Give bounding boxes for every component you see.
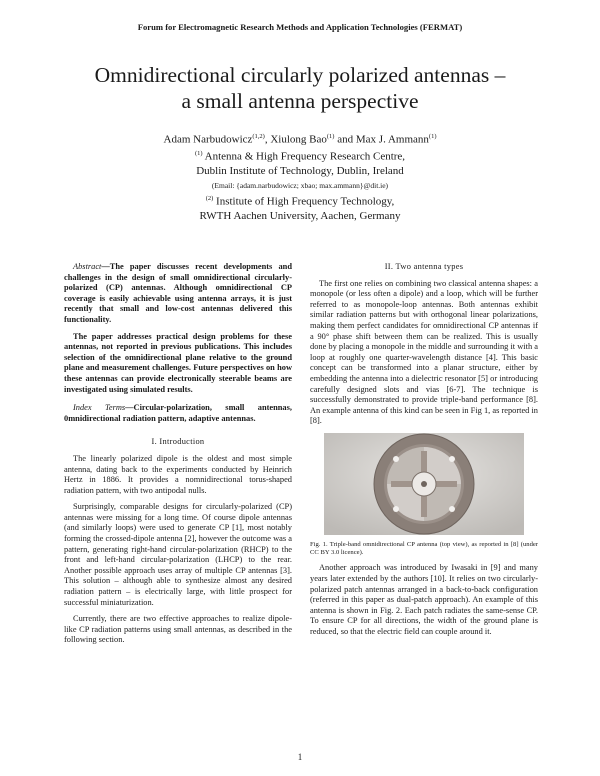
author-block [60, 130, 540, 223]
right-column [310, 262, 538, 643]
abstract-text-1: —The paper discusses recent developments and challenges in the design of small omnidirectional circularly-polarized (CP) antennas. Although omnidirectional CP coverage is easily achievable using antenna arrays, it is just recently that small and low-cost antennas delivered this functionality. [64, 262, 292, 324]
left-column [64, 262, 292, 652]
abstract-label: Abstract [73, 262, 102, 271]
intro-paragraph-3: Currently, there are two effective approaches to realize dipole-like CP radiation patterns using small antennas, as described in the following section. [64, 614, 292, 645]
title-line-2: a small antenna perspective [181, 89, 419, 113]
author-2: Xiulong Bao [270, 133, 327, 146]
section-2-paragraph-1: The first one relies on combining two classical antenna shapes: a monopole (or less often a dipole) and a loop, which will be further referred to as monopole-loop antennas. Both antennas exhibit similar radiation patterns but with orthogonal linear polarizations, making them perfect candidates for omnidirectional CP antennas if a 90° phase shift between them can be realized. This is usually done by placing a monopole in the middle and surrounding it with a loop at roughly one quarter-wavelength distance [4]. This basic concept can be transformed into a planar structure, either by embedding the antenna into a dielectric resonator [5] or introducing carefully designed slots and vias [6-7]. The technique is successfully demonstrated to provide triple-band performance [8]. An example antenna of this kind can be seen in Fig 1, as reported in [8]. [310, 278, 538, 426]
running-header: Forum for Electromagnetic Research Methods and Application Technologies (FERMAT) [137, 22, 463, 32]
author-sep-2: and [334, 133, 356, 146]
page-number: 1 [297, 752, 303, 762]
author-2-sup: (1) [326, 133, 335, 140]
figure-1-caption: Fig. 1. Triple-band omnidirectional CP antenna (top view), as reported in [8] (under CC BY 3.0 licence). [310, 540, 538, 557]
index-terms-label: Index Terms [73, 403, 126, 413]
author-3: Max J. Ammann [355, 133, 429, 146]
index-terms [64, 403, 292, 424]
section-2-paragraph-2: Another approach was introduced by Iwasaki in [9] and many years later extended by the authors [10]. It relies on two circularly-polarized patch antennas arranged in a back-to-back configuration (referred in this paper as dual-patch approach). An example of this antenna is shown in Fig. 2. Each patch radiates the same-sense CP. To ensure CP for all directions, the width of the ground plane is reduced, so that the electric field can couple around it. [310, 563, 538, 636]
author-emails: (Email: {adam.narbudowicz; xbao; max.ammann}@dit.ie) [211, 180, 389, 190]
index-terms-text: —Circular-polarization, small antennas, 0mnidirectional radiation pattern, adaptive antennas. [64, 403, 292, 423]
author-3-sup: (1) [428, 133, 437, 140]
paper-title [40, 62, 560, 114]
affiliation-2-sup: (2) [205, 194, 214, 202]
title-line-1: Omnidirectional circularly polarized antennas – [94, 63, 506, 87]
section-1-heading: I. Introduction [151, 437, 205, 447]
author-line [60, 130, 540, 147]
affiliation-1-sup: (1) [194, 150, 203, 158]
section-2-heading: II. Two antenna types [384, 262, 464, 271]
abstract-paragraph-1 [64, 262, 292, 326]
author-1: Adam Narbudowicz [163, 133, 253, 146]
affiliation-1-line-2: Dublin Institute of Technology, Dublin, Ireland [196, 165, 404, 178]
affiliation-2-name: Institute of High Frequency Technology, [213, 195, 395, 208]
antenna-photo-graphic [324, 433, 524, 535]
affiliation-1-name: Antenna & High Frequency Research Centre, [202, 150, 406, 163]
author-1-sup: (1,2) [252, 133, 265, 140]
author-sep-1: , [264, 133, 271, 146]
intro-paragraph-2: Surprisingly, comparable designs for circularly-polarized (CP) antennas were missing for a long time. Of course dipole antennas (and similarly loops) were used to generate CP [1], most notably forming the crossed-dipole antenna [2], however the outcome was a pattern, generating right-hand circular-polarization (RHCP) to the front and left-hand circular-polarization (LHCP) to the rear. Another possible approach uses array of multiple CP antennas [3]. This solution – although able to synthesize almost any desired radiation pattern – is electrically large, with little prospect for successful miniaturization. [64, 502, 292, 607]
intro-paragraph-1: The linearly polarized dipole is the oldest and most simple antenna, dating back to the experiments conducted by Heinrich Hertz in 1886. It provides a nomnidirectional torus-shaped radiation pattern, with two antipodal nulls. [64, 453, 292, 495]
affiliation-1-line-1 [60, 147, 540, 164]
affiliation-2-line-1 [60, 192, 540, 209]
affiliation-2-line-2: RWTH Aachen University, Aachen, Germany [199, 209, 401, 222]
abstract-paragraph-2: The paper addresses practical design problems for these antennas, not reported in previous publications. This includes selection of the omnidirectional plane relative to the ground plane and measurement challenges. Future perspectives on how these antennas can provide electronically steerable beams are investigated using simulated results. [64, 331, 292, 394]
figure-1-antenna-photo [324, 433, 524, 535]
